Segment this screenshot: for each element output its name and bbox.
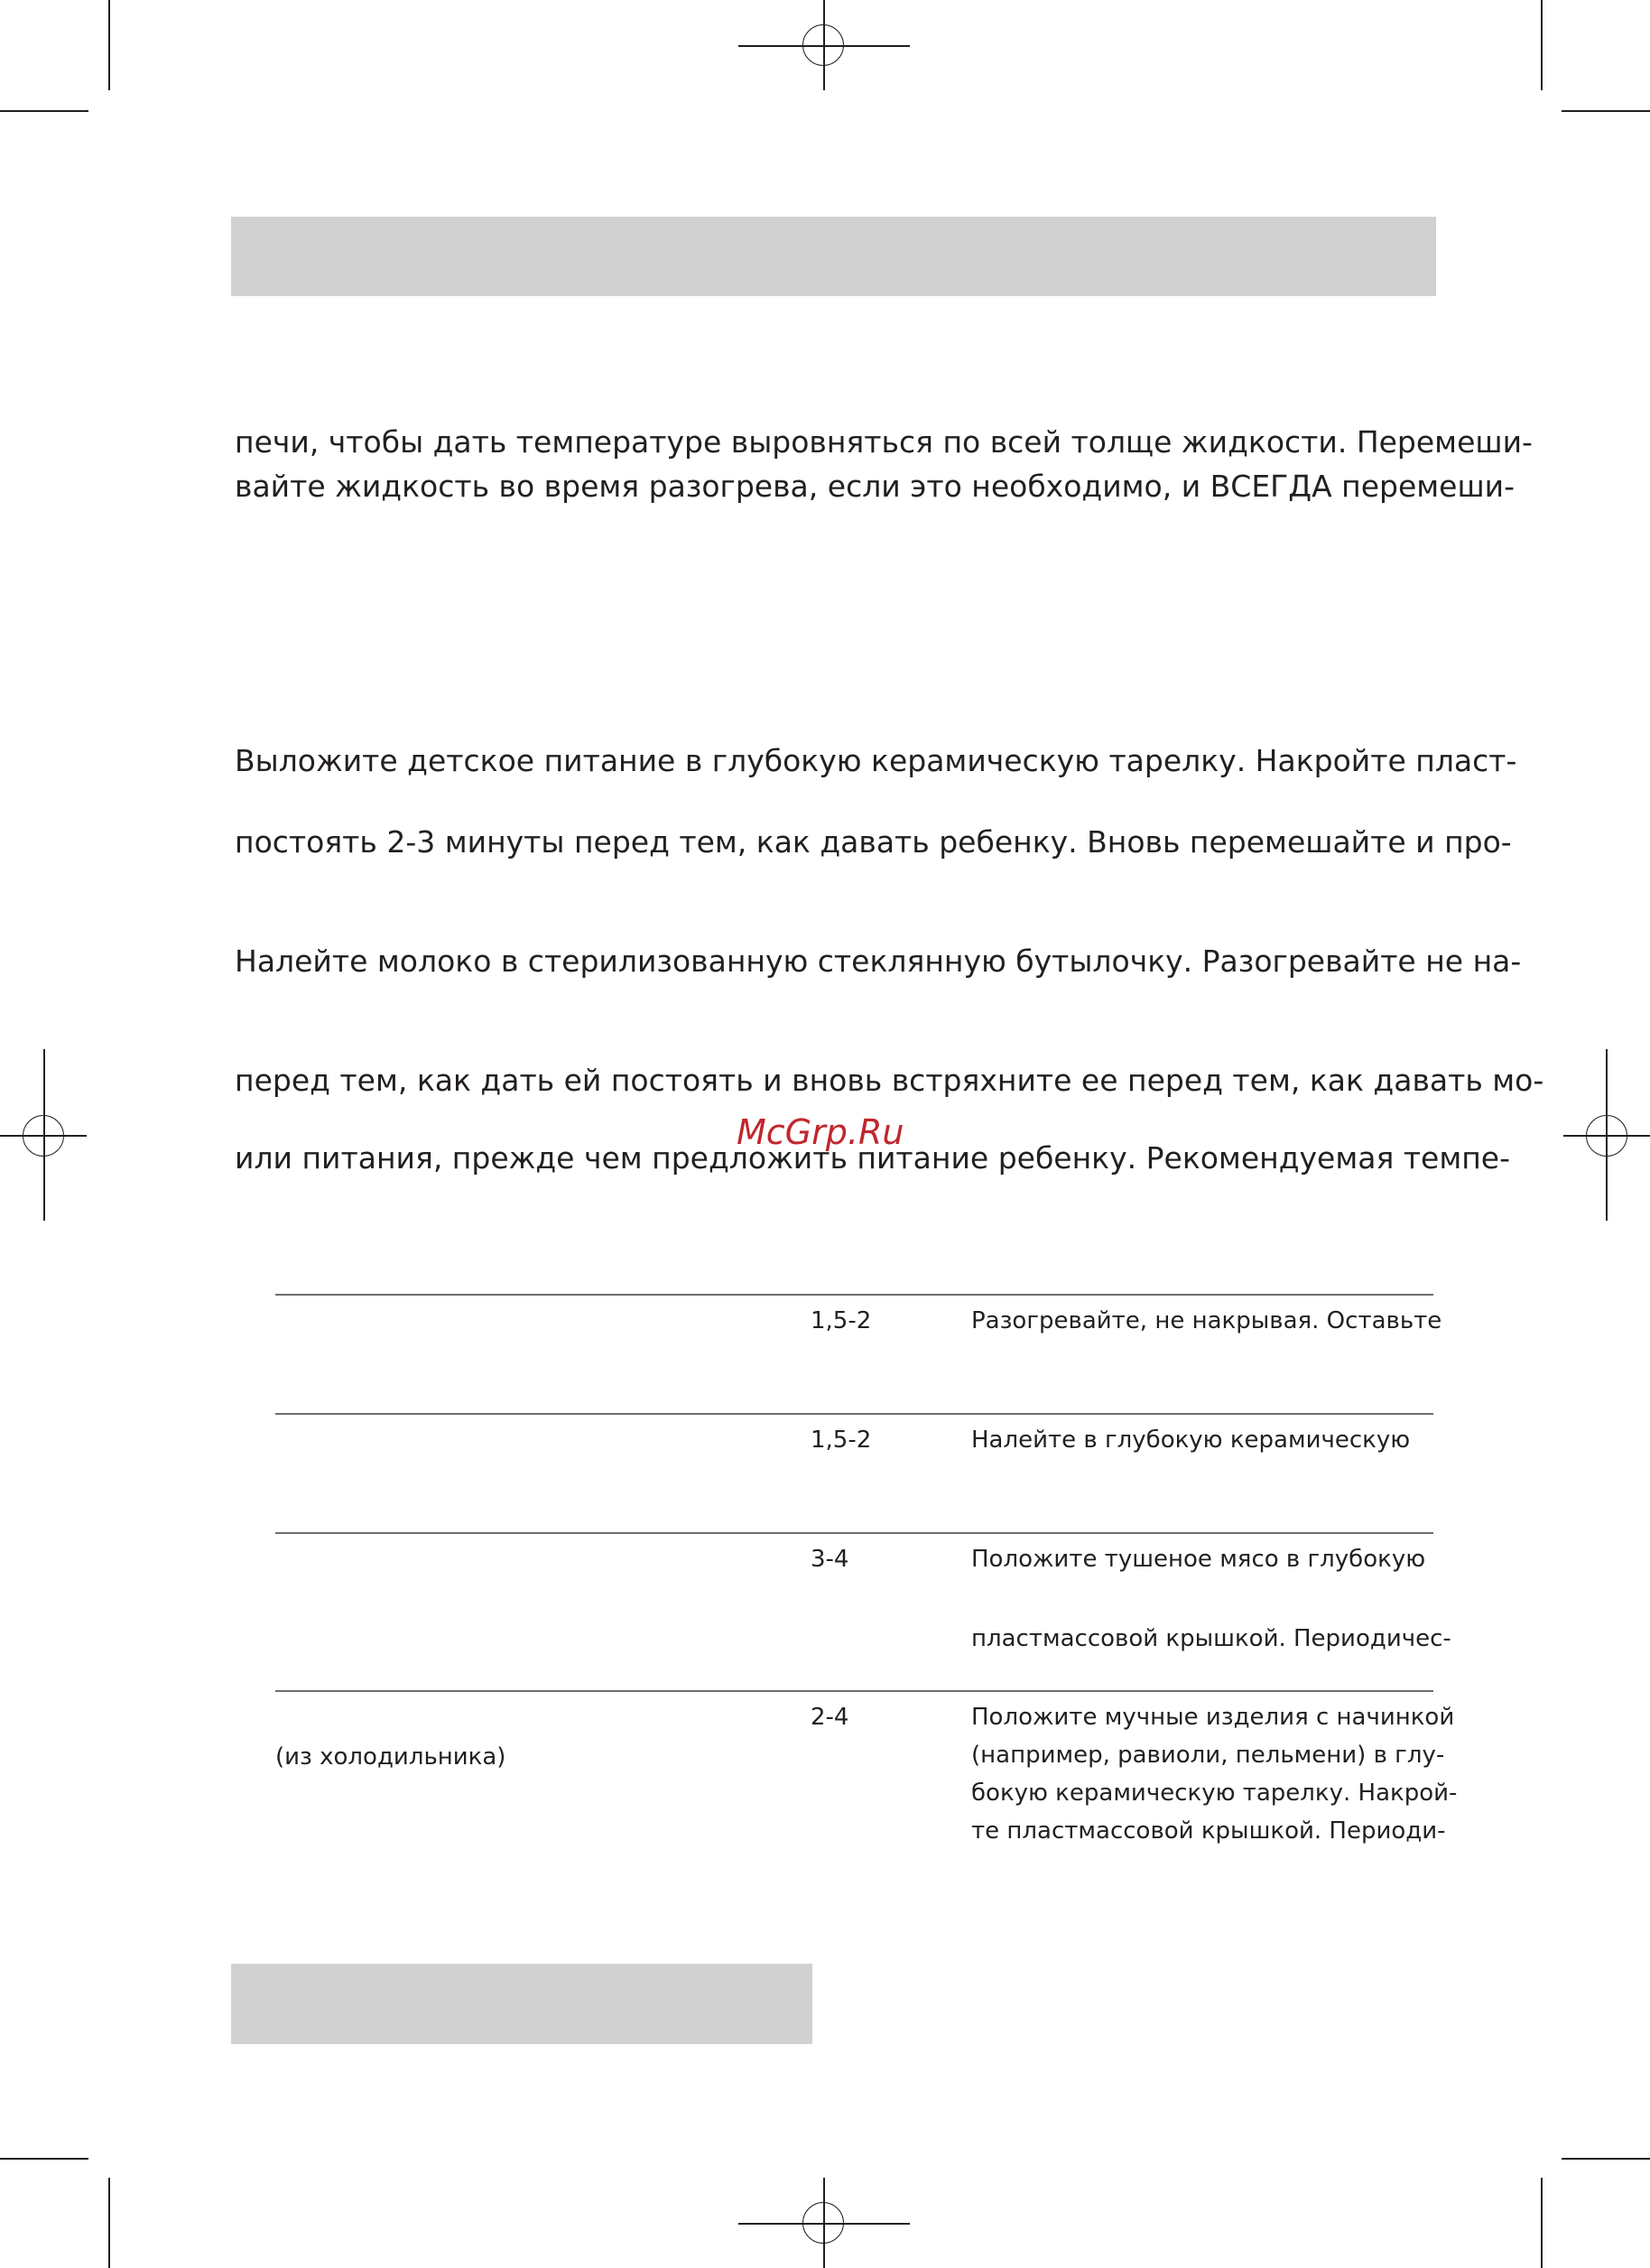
table-cell-time: 1,5-2 (811, 1307, 872, 1334)
table-cell-instructions: Положите мучные изделия с начинкой (971, 1704, 1455, 1731)
table-cell-instructions: (например, равиоли, пельмени) в глу- (971, 1742, 1445, 1769)
table-cell-time: 1,5-2 (811, 1427, 872, 1454)
crop-mark (108, 2178, 110, 2268)
table-rule (275, 1413, 1433, 1415)
table-rule (275, 1294, 1433, 1296)
table-cell-instructions: Налейте в глубокую керамическую (971, 1427, 1411, 1454)
watermark: McGrp.Ru (737, 1112, 904, 1152)
body-text-line: вайте жидкость во время разогрева, если это необходимо, и ВСЕГДА перемеши- (235, 469, 1516, 504)
table-rule (275, 1532, 1433, 1534)
table-cell-instructions: Разогревайте, не накрывая. Оставьте (971, 1307, 1442, 1334)
body-text-line: перед тем, как дать ей постоять и вновь встряхните ее перед тем, как давать мо- (235, 1063, 1544, 1098)
body-text-line: постоять 2-3 минуты перед тем, как давать ребенку. Вновь перемешайте и про- (235, 824, 1512, 860)
table-cell-instructions: те пластмассовой крышкой. Периоди- (971, 1817, 1446, 1845)
table-cell-food: (из холодильника) (275, 1743, 506, 1771)
crop-mark (0, 110, 88, 112)
table-cell-time: 3-4 (811, 1546, 849, 1573)
body-text-line: Налейте молоко в стерилизованную стеклянную бутылочку. Разогревайте не на- (235, 943, 1522, 979)
table-cell-time: 2-4 (811, 1704, 849, 1731)
crop-mark (108, 0, 110, 90)
crop-mark (1562, 110, 1650, 112)
crop-mark (1541, 2178, 1543, 2268)
crop-mark (1562, 2158, 1650, 2160)
table-cell-instructions: Положите тушеное мясо в глубокую (971, 1546, 1426, 1573)
table-cell-instructions: бокую керамическую тарелку. Накрой- (971, 1780, 1458, 1807)
crop-mark (1541, 0, 1543, 90)
header-bar (231, 217, 1436, 296)
table-rule (275, 1690, 1433, 1692)
body-text-line: или питания, прежде чем предложить питание ребенку. Рекомендуемая темпе- (235, 1140, 1511, 1176)
crop-mark (0, 2158, 88, 2160)
table-cell-instructions: пластмассовой крышкой. Периодичес- (971, 1625, 1451, 1652)
body-text-line: печи, чтобы дать температуре выровняться по всей толще жидкости. Перемеши- (235, 424, 1533, 460)
footer-bar (231, 1964, 812, 2044)
body-text-line: Выложите детское питание в глубокую керамическую тарелку. Накройте пласт- (235, 743, 1517, 778)
